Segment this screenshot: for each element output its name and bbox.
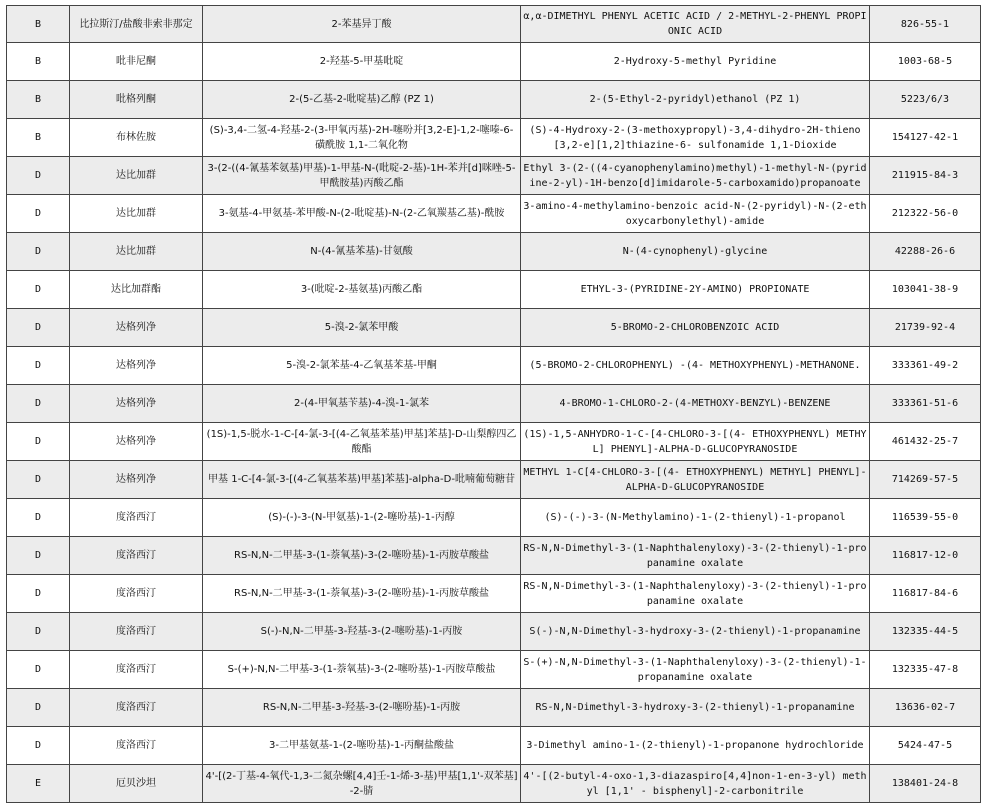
class-cell-text: B: [34, 132, 42, 143]
table-row: [7, 423, 981, 461]
english-name-cell: [521, 6, 870, 43]
class-cell: [7, 385, 70, 423]
english-name-cell-text: (S)-(-)-3-(N-Methylamino)-1-(2-thienyl)-1-propanol: [544, 512, 846, 523]
drug-name-cell-text: 度洛西汀: [116, 702, 156, 713]
class-cell: [7, 461, 70, 499]
chinese-name-cell-text: (1S)-1,5-脱水-1-C-[4-氯-3-[(4-乙氧基苯基)甲基]苯基]-D-山梨醇四乙酸酯: [206, 428, 517, 455]
chinese-name-cell-text: (S)-3,4-二氢-4-羟基-2-(3-甲氧丙基)-2H-噻吩并[3,2-E]-1,2-噻嗪-6-磺酰胺 1,1-二氧化物: [209, 124, 514, 151]
drug-name-cell-text: 吡格列酮: [116, 94, 156, 105]
chinese-name-cell-text: 5-溴-2-氯苯基-4-乙氧基苯基-甲酮: [286, 360, 437, 371]
english-name-cell: [521, 81, 870, 119]
chinese-name-cell-text: S-(+)-N,N-二甲基-3-(1-萘氧基)-3-(2-噻吩基)-1-丙胺草酸盐: [227, 664, 496, 675]
english-name-cell: [521, 309, 870, 347]
english-name-cell: [521, 423, 870, 461]
cas-number-cell-text: 333361-49-2: [891, 360, 959, 371]
english-name-cell: [521, 43, 870, 81]
drug-name-cell-text: 达比加群: [116, 208, 156, 219]
class-cell: [7, 765, 70, 803]
drug-name-cell: [70, 195, 203, 233]
drug-name-cell: [70, 157, 203, 195]
class-cell: [7, 271, 70, 309]
chinese-name-cell-text: 5-溴-2-氯苯甲酸: [324, 322, 399, 333]
cas-number-cell: [870, 499, 981, 537]
class-cell: [7, 43, 70, 81]
chinese-name-cell: [203, 81, 521, 119]
drug-name-cell-text: 达格列净: [116, 474, 156, 485]
english-name-cell: [521, 347, 870, 385]
cas-number-cell: [870, 347, 981, 385]
drug-name-cell-text: 度洛西汀: [116, 664, 156, 675]
drug-name-cell: [70, 727, 203, 765]
drug-name-cell-text: 度洛西汀: [116, 588, 156, 599]
drug-name-cell: [70, 575, 203, 613]
table-row: [7, 6, 981, 43]
drug-name-cell: [70, 81, 203, 119]
class-cell-text: D: [34, 664, 42, 675]
table-row: [7, 385, 981, 423]
drug-name-cell: [70, 537, 203, 575]
class-cell: [7, 537, 70, 575]
english-name-cell: [521, 271, 870, 309]
english-name-cell: [521, 689, 870, 727]
chinese-name-cell-text: RS-N,N-二甲基-3-羟基-3-(2-噻吩基)-1-丙胺: [262, 702, 461, 713]
chinese-name-cell: [203, 727, 521, 765]
english-name-cell: [521, 157, 870, 195]
cas-number-cell: [870, 233, 981, 271]
class-cell-text: D: [34, 322, 42, 333]
chinese-name-cell: [203, 309, 521, 347]
chinese-name-cell: [203, 537, 521, 575]
class-cell-text: B: [34, 94, 42, 105]
drug-name-cell: [70, 461, 203, 499]
english-name-cell: [521, 385, 870, 423]
english-name-cell: [521, 461, 870, 499]
cas-number-cell: [870, 461, 981, 499]
class-cell-text: B: [34, 18, 42, 30]
cas-number-cell-text: 13636-02-7: [894, 702, 956, 713]
table-row: [7, 499, 981, 537]
english-name-cell-text: (S)-4-Hydroxy-2-(3-methoxypropyl)-3,4-dihydro-2H-thieno[3,2-e][1,2]thiazine-6- sulfonamide 1,1-Dioxide: [529, 124, 861, 151]
cas-number-cell-text: 132335-44-5: [891, 626, 959, 637]
table-row: [7, 233, 981, 271]
table-row: [7, 347, 981, 385]
drug-name-cell-text: 达比加群: [116, 246, 156, 257]
chinese-name-cell: [203, 6, 521, 43]
cas-number-cell-text: 21739-92-4: [894, 322, 956, 333]
drug-name-cell-text: 厄贝沙坦: [116, 778, 156, 789]
cas-number-cell-text: 103041-38-9: [891, 284, 959, 295]
chinese-name-cell-text: RS-N,N-二甲基-3-(1-萘氧基)-3-(2-噻吩基)-1-丙胺草酸盐: [234, 550, 489, 561]
cas-number-cell-text: 1003-68-5: [897, 56, 953, 67]
class-cell-text: D: [34, 550, 42, 561]
cas-number-cell-text: 714269-57-5: [891, 474, 959, 485]
chinese-name-cell: [203, 119, 521, 157]
cas-number-cell: [870, 613, 981, 651]
chinese-name-cell: [203, 385, 521, 423]
chinese-name-cell: [203, 43, 521, 81]
class-cell: [7, 727, 70, 765]
class-cell: [7, 195, 70, 233]
english-name-cell: [521, 195, 870, 233]
table-row: [7, 195, 981, 233]
drug-name-cell: [70, 271, 203, 309]
table-row: [7, 575, 981, 613]
drug-name-cell-text: 度洛西汀: [116, 740, 156, 751]
table-row: [7, 461, 981, 499]
chinese-name-cell: [203, 613, 521, 651]
chinese-name-cell: [203, 575, 521, 613]
table-row: [7, 157, 981, 195]
drug-name-cell-text: 达格列净: [116, 398, 156, 409]
drug-name-cell: [70, 6, 203, 43]
drug-name-cell: [70, 499, 203, 537]
chinese-name-cell: [203, 499, 521, 537]
drug-name-cell: [70, 613, 203, 651]
cas-number-cell: [870, 423, 981, 461]
chinese-name-cell: [203, 271, 521, 309]
cas-number-cell: [870, 157, 981, 195]
class-cell: [7, 423, 70, 461]
chinese-name-cell-text: RS-N,N-二甲基-3-(1-萘氧基)-3-(2-噻吩基)-1-丙胺草酸盐: [234, 588, 489, 599]
chinese-name-cell-text: 3-二甲基氨基-1-(2-噻吩基)-1-丙酮盐酸盐: [269, 740, 454, 751]
drug-name-cell-text: 布林佐胺: [116, 132, 156, 143]
english-name-cell-text: (1S)-1,5-ANHYDRO-1-C-[4-CHLORO-3-[(4- ETHOXYPHENYL) METHYL] PHENYL]-ALPHA-D-GLUCOPYRANOSIDE: [523, 428, 867, 455]
english-name-cell-text: 5-BROMO-2-CHLOROBENZOIC ACID: [610, 322, 780, 333]
cas-number-cell: [870, 6, 981, 43]
cas-number-cell: [870, 119, 981, 157]
cas-number-cell: [870, 765, 981, 803]
class-cell-text: D: [34, 360, 42, 371]
chinese-name-cell-text: 甲基 1-C-[4-氯-3-[(4-乙氧基苯基)甲基]苯基]-alpha-D-吡喃葡萄糖苷: [208, 474, 515, 485]
chinese-name-cell: [203, 233, 521, 271]
class-cell-text: D: [34, 740, 42, 751]
drug-name-cell: [70, 309, 203, 347]
class-cell-text: D: [34, 626, 42, 637]
drug-name-cell-text: 达格列净: [116, 436, 156, 447]
drug-name-cell-text: 度洛西汀: [116, 550, 156, 561]
table-row: [7, 727, 981, 765]
cas-number-cell-text: 5223/6/3: [900, 94, 950, 105]
chinese-name-cell: [203, 423, 521, 461]
class-cell-text: D: [34, 436, 42, 447]
english-name-cell: [521, 119, 870, 157]
english-name-cell: [521, 613, 870, 651]
cas-number-cell-text: 116817-84-6: [891, 588, 959, 599]
drug-name-cell: [70, 233, 203, 271]
english-name-cell-text: RS-N,N-Dimethyl-3-(1-Naphthalenyloxy)-3-(2-thienyl)-1-propanamine oxalate: [523, 580, 867, 607]
class-cell-text: D: [34, 512, 42, 523]
drug-name-cell: [70, 651, 203, 689]
class-cell-text: D: [34, 246, 42, 257]
english-name-cell-text: RS-N,N-Dimethyl-3-hydroxy-3-(2-thienyl)-1-propanamine: [535, 702, 855, 713]
table-row: [7, 81, 981, 119]
drug-name-cell: [70, 765, 203, 803]
class-cell: [7, 6, 70, 43]
english-name-cell-text: 3-Dimethyl amino-1-(2-thienyl)-1-propanone hydrochloride: [526, 740, 864, 751]
cas-number-cell: [870, 271, 981, 309]
chinese-name-cell: [203, 651, 521, 689]
english-name-cell-text: ETHYL-3-(PYRIDINE-2Y-AMINO) PROPIONATE: [580, 284, 810, 295]
chinese-name-cell-text: 3-(吡啶-2-基氨基)丙酸乙酯: [300, 284, 423, 295]
class-cell-text: B: [34, 56, 42, 67]
english-name-cell: [521, 727, 870, 765]
chinese-name-cell: [203, 195, 521, 233]
cas-number-cell: [870, 309, 981, 347]
chinese-name-cell-text: 4'-[(2-丁基-4-氧代-1,3-二氮杂螺[4,4]壬-1-烯-3-基)甲基[1,1'-双苯基]-2-腈: [205, 770, 518, 797]
english-name-cell: [521, 765, 870, 803]
table-row: [7, 613, 981, 651]
english-name-cell: [521, 575, 870, 613]
cas-number-cell-text: 116539-55-0: [891, 512, 959, 523]
english-name-cell-text: 4-BROMO-1-CHLORO-2-(4-METHOXY-BENZYL)-BENZENE: [559, 398, 831, 409]
cas-number-cell-text: 154127-42-1: [891, 132, 959, 143]
chinese-name-cell: [203, 765, 521, 803]
chinese-name-cell-text: 2-(5-乙基-2-吡啶基)乙醇 (PZ 1): [289, 94, 434, 105]
cas-number-cell-text: 42288-26-6: [894, 246, 956, 257]
chinese-name-cell-text: 2-(4-甲氧基苄基)-4-溴-1-氯苯: [294, 398, 429, 409]
class-cell: [7, 613, 70, 651]
english-name-cell-text: α,α-DIMETHYL PHENYL ACETIC ACID / 2-METHYL-2-PHENYL PROPIONIC ACID: [523, 11, 867, 37]
chemical-table: [6, 5, 981, 803]
drug-name-cell: [70, 423, 203, 461]
english-name-cell-text: 2-(5-Ethyl-2-pyridyl)ethanol (PZ 1): [589, 94, 801, 105]
chinese-name-cell-text: 2-苯基异丁酸: [331, 18, 392, 30]
chinese-name-cell-text: 2-羟基-5-甲基吡啶: [319, 56, 404, 67]
class-cell-text: D: [34, 208, 42, 219]
chinese-name-cell: [203, 157, 521, 195]
drug-name-cell-text: 达格列净: [116, 322, 156, 333]
cas-number-cell: [870, 385, 981, 423]
drug-name-cell-text: 达比加群: [116, 170, 156, 181]
class-cell-text: D: [34, 588, 42, 599]
table-body: [7, 6, 981, 803]
drug-name-cell: [70, 385, 203, 423]
english-name-cell-text: (5-BROMO-2-CHLOROPHENYL) -(4- METHOXYPHENYL)-METHANONE.: [529, 360, 861, 371]
drug-name-cell-text: 度洛西汀: [116, 626, 156, 637]
class-cell: [7, 689, 70, 727]
english-name-cell: [521, 651, 870, 689]
class-cell-text: D: [34, 474, 42, 485]
table-row: [7, 309, 981, 347]
drug-name-cell: [70, 43, 203, 81]
class-cell: [7, 157, 70, 195]
english-name-cell-text: S(-)-N,N-Dimethyl-3-hydroxy-3-(2-thienyl)-1-propanamine: [529, 626, 861, 637]
class-cell: [7, 499, 70, 537]
english-name-cell: [521, 233, 870, 271]
chinese-name-cell: [203, 461, 521, 499]
drug-name-cell: [70, 119, 203, 157]
cas-number-cell: [870, 689, 981, 727]
chinese-name-cell: [203, 347, 521, 385]
english-name-cell-text: S-(+)-N,N-Dimethyl-3-(1-Naphthalenyloxy)-3-(2-thienyl)-1-propanamine oxalate: [523, 656, 867, 683]
table-row: [7, 765, 981, 803]
cas-number-cell-text: 212322-56-0: [891, 208, 959, 219]
chinese-name-cell-text: (S)-(-)-3-(N-甲氨基)-1-(2-噻吩基)-1-丙醇: [268, 512, 455, 523]
cas-number-cell-text: 211915-84-3: [891, 170, 959, 181]
cas-number-cell-text: 138401-24-8: [891, 778, 959, 789]
drug-name-cell-text: 达格列净: [116, 360, 156, 371]
class-cell: [7, 119, 70, 157]
class-cell-text: D: [34, 702, 42, 713]
english-name-cell-text: 4'-[(2-butyl-4-oxo-1,3-diazaspiro[4,4]non-1-en-3-yl) methyl [1,1' - bisphenyl]-2-carbonitrile: [523, 770, 867, 797]
drug-name-cell-text: 吡非尼酮: [116, 56, 156, 67]
cas-number-cell-text: 333361-51-6: [891, 398, 959, 409]
cas-number-cell: [870, 537, 981, 575]
class-cell: [7, 651, 70, 689]
table-row: [7, 119, 981, 157]
cas-number-cell: [870, 43, 981, 81]
table-row: [7, 271, 981, 309]
english-name-cell: [521, 537, 870, 575]
cas-number-cell-text: 826-55-1: [900, 18, 950, 30]
chinese-name-cell-text: 3-(2-((4-氰基苯氨基)甲基)-1-甲基-N-(吡啶-2-基)-1H-苯并[d]咪唑-5-甲酰胺基)丙酸乙酯: [207, 162, 516, 189]
english-name-cell-text: 3-amino-4-methylamino-benzoic acid-N-(2-pyridyl)-N-(2-ethoxycarbonylethyl)-amide: [523, 200, 867, 227]
english-name-cell-text: N-(4-cynophenyl)-glycine: [622, 246, 768, 257]
class-cell-text: D: [34, 284, 42, 295]
drug-name-cell-text: 比拉斯汀/盐酸非索非那定: [79, 18, 193, 30]
table-row: [7, 537, 981, 575]
table-row: [7, 43, 981, 81]
english-name-cell-text: 2-Hydroxy-5-methyl Pyridine: [613, 56, 777, 67]
english-name-cell-text: METHYL 1-C[4-CHLORO-3-[(4- ETHOXYPHENYL) METHYL] PHENYL]-ALPHA-D-GLUCOPYRANOSIDE: [523, 466, 867, 493]
cas-number-cell: [870, 651, 981, 689]
class-cell: [7, 309, 70, 347]
cas-number-cell: [870, 81, 981, 119]
drug-name-cell: [70, 689, 203, 727]
class-cell: [7, 233, 70, 271]
drug-name-cell-text: 度洛西汀: [116, 512, 156, 523]
english-name-cell: [521, 499, 870, 537]
cas-number-cell: [870, 575, 981, 613]
chinese-name-cell: [203, 689, 521, 727]
chinese-name-cell-text: 3-氨基-4-甲氨基-苯甲酸-N-(2-吡啶基)-N-(2-乙氧羰基乙基)-酰胺: [218, 208, 505, 219]
chinese-name-cell-text: S(-)-N,N-二甲基-3-羟基-3-(2-噻吩基)-1-丙胺: [260, 626, 463, 637]
english-name-cell-text: Ethyl 3-(2-((4-cyanophenylamino)methyl)-1-methyl-N-(pyridine-2-yl)-1H-benzo[d]imidarole-5-carboxamido)propanoate: [523, 162, 867, 189]
class-cell-text: D: [34, 398, 42, 409]
class-cell-text: D: [34, 170, 42, 181]
drug-name-cell: [70, 347, 203, 385]
chinese-name-cell-text: N-(4-氰基苯基)-甘氨酸: [310, 246, 413, 257]
cas-number-cell-text: 116817-12-0: [891, 550, 959, 561]
class-cell: [7, 81, 70, 119]
table-row: [7, 651, 981, 689]
table-row: [7, 689, 981, 727]
drug-name-cell-text: 达比加群酯: [111, 284, 161, 295]
cas-number-cell: [870, 727, 981, 765]
cas-number-cell-text: 461432-25-7: [891, 436, 959, 447]
class-cell: [7, 575, 70, 613]
cas-number-cell-text: 5424-47-5: [897, 740, 953, 751]
class-cell-text: E: [34, 778, 42, 789]
class-cell: [7, 347, 70, 385]
cas-number-cell-text: 132335-47-8: [891, 664, 959, 675]
cas-number-cell: [870, 195, 981, 233]
english-name-cell-text: RS-N,N-Dimethyl-3-(1-Naphthalenyloxy)-3-(2-thienyl)-1-propanamine oxalate: [523, 542, 867, 569]
